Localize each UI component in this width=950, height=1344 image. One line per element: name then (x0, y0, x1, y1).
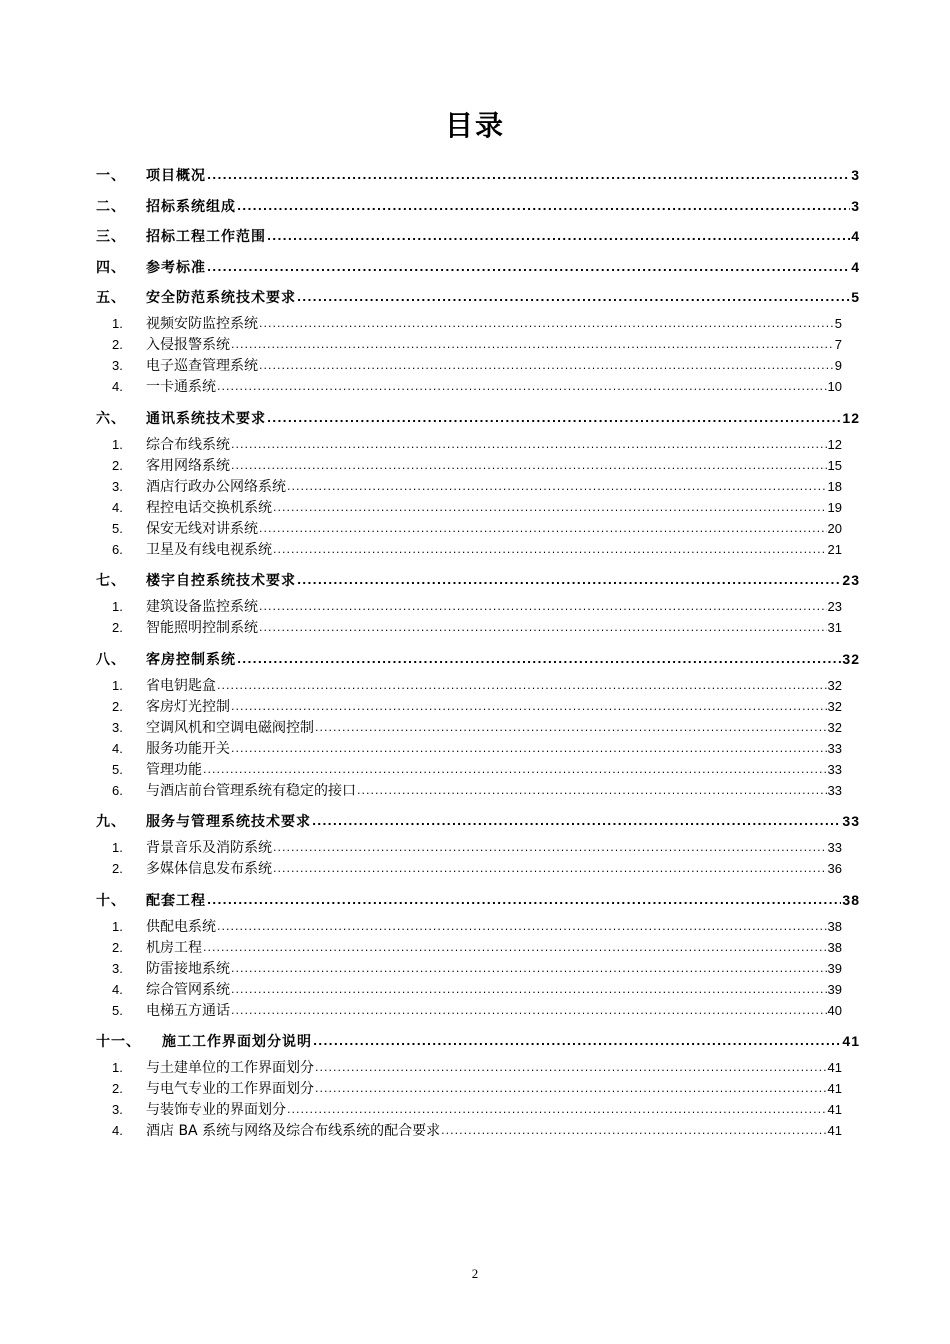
toc-item-number: 2. (112, 1081, 123, 1096)
toc-item-number: 5. (112, 520, 123, 536)
toc-item-number: 4. (112, 981, 123, 997)
toc-section-title: 通讯系统技术要求 (146, 410, 266, 427)
dot-leader (259, 618, 827, 632)
dot-leader (217, 377, 827, 391)
toc-section-row[interactable] (96, 811, 860, 831)
dot-leader (231, 739, 827, 753)
toc-item-row[interactable] (96, 539, 860, 560)
toc-item-row[interactable] (96, 355, 860, 376)
page-number: 2 (471, 1266, 479, 1281)
dot-leader (231, 697, 827, 711)
toc-item-page: 33 (827, 761, 842, 777)
toc-item-title: 与酒店前台管理系统有稳定的接口 (146, 782, 356, 799)
dot-leader (259, 314, 834, 328)
toc-item-page: 38 (827, 939, 842, 955)
toc-section-page: 41 (842, 1033, 860, 1049)
toc-item-row[interactable] (96, 958, 860, 979)
toc-item-row[interactable] (96, 434, 860, 455)
toc-item-number: 3. (112, 1102, 123, 1117)
dot-leader (203, 760, 827, 774)
dot-leader (312, 812, 841, 826)
toc-item-page: 5 (834, 316, 842, 331)
toc-item-row[interactable] (96, 696, 860, 717)
toc-section-page: 3 (851, 197, 860, 214)
dot-leader (267, 227, 850, 241)
toc-item-row[interactable] (96, 1078, 860, 1099)
toc-section-row[interactable] (96, 226, 860, 246)
toc-title: 目录 (444, 109, 505, 142)
toc-item-page: 12 (827, 436, 842, 452)
toc-item-title: 背景音乐及消防系统 (146, 840, 272, 856)
dot-leader (287, 1100, 827, 1114)
toc-item-page: 32 (827, 677, 842, 693)
toc-section-page: 3 (851, 167, 860, 183)
toc-item-title: 程控电话交换机系统 (146, 499, 272, 516)
dot-leader (273, 540, 827, 554)
toc-item-title: 机房工程 (146, 939, 202, 956)
dot-leader (313, 1032, 841, 1046)
toc-section-title: 楼宇自控系统技术要求 (146, 573, 296, 589)
dot-leader (357, 781, 827, 795)
toc-item-number: 1. (112, 840, 123, 855)
dot-leader (231, 1001, 827, 1015)
toc-item-row[interactable] (96, 596, 860, 617)
toc-item-row[interactable] (96, 1099, 860, 1120)
toc-item-page: 10 (827, 379, 842, 394)
dot-leader (203, 938, 827, 952)
dot-leader (207, 891, 841, 905)
toc-item-row[interactable] (96, 780, 860, 801)
toc-section-page: 5 (851, 289, 860, 305)
toc-item-number: 6. (112, 782, 123, 798)
toc-item-page: 36 (827, 861, 842, 876)
toc-item-page: 39 (827, 981, 842, 997)
toc-item-page: 33 (827, 840, 842, 855)
toc-item-title: 客用网络系统 (146, 457, 230, 474)
toc-section-number: 一、 (96, 168, 126, 184)
toc-item-page: 9 (834, 358, 842, 373)
toc-item-row[interactable] (96, 455, 860, 476)
toc-item-number: 2. (112, 861, 123, 876)
toc-item-page: 41 (827, 1060, 842, 1075)
toc-item-number: 2. (112, 337, 123, 352)
toc-section-page: 23 (842, 572, 860, 588)
toc-item-title: 建筑设备监控系统 (146, 599, 258, 615)
toc-item-page: 19 (827, 499, 842, 515)
toc-item-title: 电梯五方通话 (146, 1002, 230, 1019)
dot-leader (273, 498, 827, 512)
dot-leader (231, 980, 827, 994)
toc-item-row[interactable] (96, 617, 860, 638)
toc-section-page: 33 (842, 813, 860, 829)
toc-item-number: 3. (112, 358, 123, 373)
dot-leader (207, 166, 850, 180)
toc-item-row[interactable] (96, 1000, 860, 1021)
toc-section-row[interactable] (96, 165, 860, 185)
toc-section-number: 三、 (96, 229, 126, 245)
toc-item-title: 综合管网系统 (146, 981, 230, 998)
toc-section-row[interactable] (96, 257, 860, 277)
toc-item-title: 一卡通系统 (146, 379, 216, 395)
toc-item-page: 23 (827, 599, 842, 614)
toc-item-number: 6. (112, 541, 123, 557)
dot-leader (237, 197, 850, 211)
dot-leader (207, 258, 850, 272)
toc-section-number: 十、 (96, 892, 126, 909)
dot-leader (259, 519, 827, 533)
toc-item-title: 与土建单位的工作界面划分 (146, 1060, 314, 1076)
toc-item-number: 1. (112, 677, 123, 693)
toc-item-page: 32 (827, 698, 842, 714)
toc-item-page: 7 (834, 337, 842, 352)
toc-item-number: 4. (112, 1123, 123, 1138)
toc-item-row[interactable] (96, 837, 860, 858)
toc-item-row[interactable] (96, 759, 860, 780)
toc-item-number: 1. (112, 316, 123, 331)
toc-item-row[interactable] (96, 313, 860, 334)
toc-item-row[interactable] (96, 717, 860, 738)
toc-item-number: 1. (112, 1060, 123, 1075)
toc-item-title: 供配电系统 (146, 918, 216, 935)
toc-section-number: 九、 (96, 814, 126, 830)
toc-item-title: 入侵报警系统 (146, 337, 230, 353)
toc-item-row[interactable] (96, 518, 860, 539)
dot-leader (231, 959, 827, 973)
toc-item-page: 32 (827, 719, 842, 735)
toc-section-title: 施工工作界面划分说明 (162, 1034, 312, 1050)
toc-item-row[interactable] (96, 937, 860, 958)
toc-section-title: 招标工程工作范围 (146, 229, 266, 245)
toc-item-title: 与电气专业的工作界面划分 (146, 1081, 314, 1097)
toc-item-row[interactable] (96, 1057, 860, 1078)
toc-section-page: 4 (851, 258, 860, 275)
toc-item-title: 智能照明控制系统 (146, 620, 258, 636)
toc-section-row[interactable] (96, 287, 860, 307)
dot-leader (287, 477, 827, 491)
toc-section-number: 二、 (96, 198, 126, 215)
toc-section-number: 四、 (96, 259, 126, 276)
toc-item-number: 3. (112, 719, 123, 735)
toc-item-number: 4. (112, 740, 123, 756)
toc-item-title: 管理功能 (146, 761, 202, 778)
toc-item-page: 21 (827, 541, 842, 557)
toc-item-row[interactable] (96, 376, 860, 397)
toc-item-title: 客房灯光控制 (146, 698, 230, 715)
toc-item-number: 5. (112, 1002, 123, 1018)
toc-item-row[interactable] (96, 497, 860, 518)
toc-item-title: 防雷接地系统 (146, 960, 230, 977)
toc-item-number: 3. (112, 960, 123, 976)
toc-item-row[interactable] (96, 979, 860, 1000)
toc-item-page: 41 (827, 1081, 842, 1096)
toc-section-title: 安全防范系统技术要求 (146, 290, 296, 306)
dot-leader (217, 917, 827, 931)
toc-item-title: 酒店行政办公网络系统 (146, 478, 286, 495)
toc-section-title: 招标系统组成 (146, 198, 236, 215)
toc-item-number: 5. (112, 761, 123, 777)
toc-item-title: 与装饰专业的界面划分 (146, 1102, 286, 1118)
toc-item-number: 4. (112, 379, 123, 394)
toc-item-number: 2. (112, 698, 123, 714)
toc-section-title: 客房控制系统 (146, 651, 236, 668)
toc-item-title: 服务功能开关 (146, 740, 230, 757)
toc-section-title: 服务与管理系统技术要求 (146, 814, 311, 830)
toc-section-title: 项目概况 (146, 168, 206, 184)
toc-item-title: 视频安防监控系统 (146, 316, 258, 332)
toc-item-number: 4. (112, 499, 123, 515)
toc-item-number: 1. (112, 918, 123, 934)
toc-item-page: 15 (827, 457, 842, 473)
toc-section-row[interactable] (96, 1031, 860, 1051)
toc-section-number: 五、 (96, 290, 126, 306)
toc-item-title: 酒店 BA 系统与网络及综合布线系统的配合要求 (146, 1123, 441, 1139)
toc-item-number: 3. (112, 478, 123, 494)
toc-item-page: 33 (827, 740, 842, 756)
toc-section-row[interactable] (96, 196, 860, 216)
dot-leader (441, 1121, 826, 1135)
dot-leader (297, 571, 841, 585)
toc-item-page: 18 (827, 478, 842, 494)
toc-item-number: 2. (112, 620, 123, 635)
toc-section-row[interactable] (96, 570, 860, 590)
dot-leader (315, 1058, 827, 1072)
toc-item-number: 1. (112, 599, 123, 614)
toc-item-page: 31 (827, 620, 842, 635)
toc-item-page: 39 (827, 960, 842, 976)
dot-leader (259, 597, 827, 611)
toc-item-row[interactable] (96, 1120, 860, 1141)
toc-item-row[interactable] (96, 675, 860, 696)
toc-item-page: 41 (827, 1102, 842, 1117)
toc-section-page: 12 (842, 409, 860, 426)
dot-leader (315, 1079, 827, 1093)
toc-item-title: 综合布线系统 (146, 436, 230, 453)
dot-leader (217, 676, 827, 690)
dot-leader (273, 859, 827, 873)
toc-item-row[interactable] (96, 476, 860, 497)
toc-item-page: 41 (827, 1123, 842, 1138)
toc-item-page: 40 (827, 1002, 842, 1018)
dot-leader (273, 838, 827, 852)
toc-section-title: 配套工程 (146, 892, 206, 909)
dot-leader (231, 335, 834, 349)
toc-section-page: 4 (851, 228, 860, 244)
dot-leader (267, 409, 841, 423)
toc-section-row[interactable] (96, 649, 860, 669)
toc-section-row[interactable] (96, 890, 860, 910)
table-of-contents (96, 165, 860, 1141)
toc-section-number: 六、 (96, 410, 126, 427)
dot-leader (315, 718, 827, 732)
toc-item-page: 38 (827, 918, 842, 934)
toc-section-number: 八、 (96, 651, 126, 668)
toc-section-page: 32 (842, 650, 860, 667)
toc-item-title: 电子巡查管理系统 (146, 358, 258, 374)
dot-leader (237, 650, 841, 664)
toc-item-number: 2. (112, 939, 123, 955)
dot-leader (259, 356, 834, 370)
toc-section-page: 38 (842, 891, 860, 908)
toc-item-row[interactable] (96, 334, 860, 355)
toc-item-number: 1. (112, 436, 123, 452)
dot-leader (297, 288, 850, 302)
toc-item-row[interactable] (96, 738, 860, 759)
toc-item-page: 20 (827, 520, 842, 536)
dot-leader (231, 456, 827, 470)
toc-item-page: 33 (827, 782, 842, 798)
toc-item-row[interactable] (96, 916, 860, 937)
toc-item-number: 2. (112, 457, 123, 473)
toc-item-title: 卫星及有线电视系统 (146, 541, 272, 558)
toc-section-number: 七、 (96, 573, 126, 589)
toc-item-row[interactable] (96, 858, 860, 879)
toc-section-title: 参考标准 (146, 259, 206, 276)
toc-section-row[interactable] (96, 408, 860, 428)
toc-item-title: 省电钥匙盒 (146, 677, 216, 694)
toc-item-title: 空调风机和空调电磁阀控制 (146, 719, 314, 736)
toc-section-number: 十一、 (96, 1034, 141, 1050)
dot-leader (231, 435, 827, 449)
toc-item-title: 多媒体信息发布系统 (146, 861, 272, 877)
toc-item-title: 保安无线对讲系统 (146, 520, 258, 537)
